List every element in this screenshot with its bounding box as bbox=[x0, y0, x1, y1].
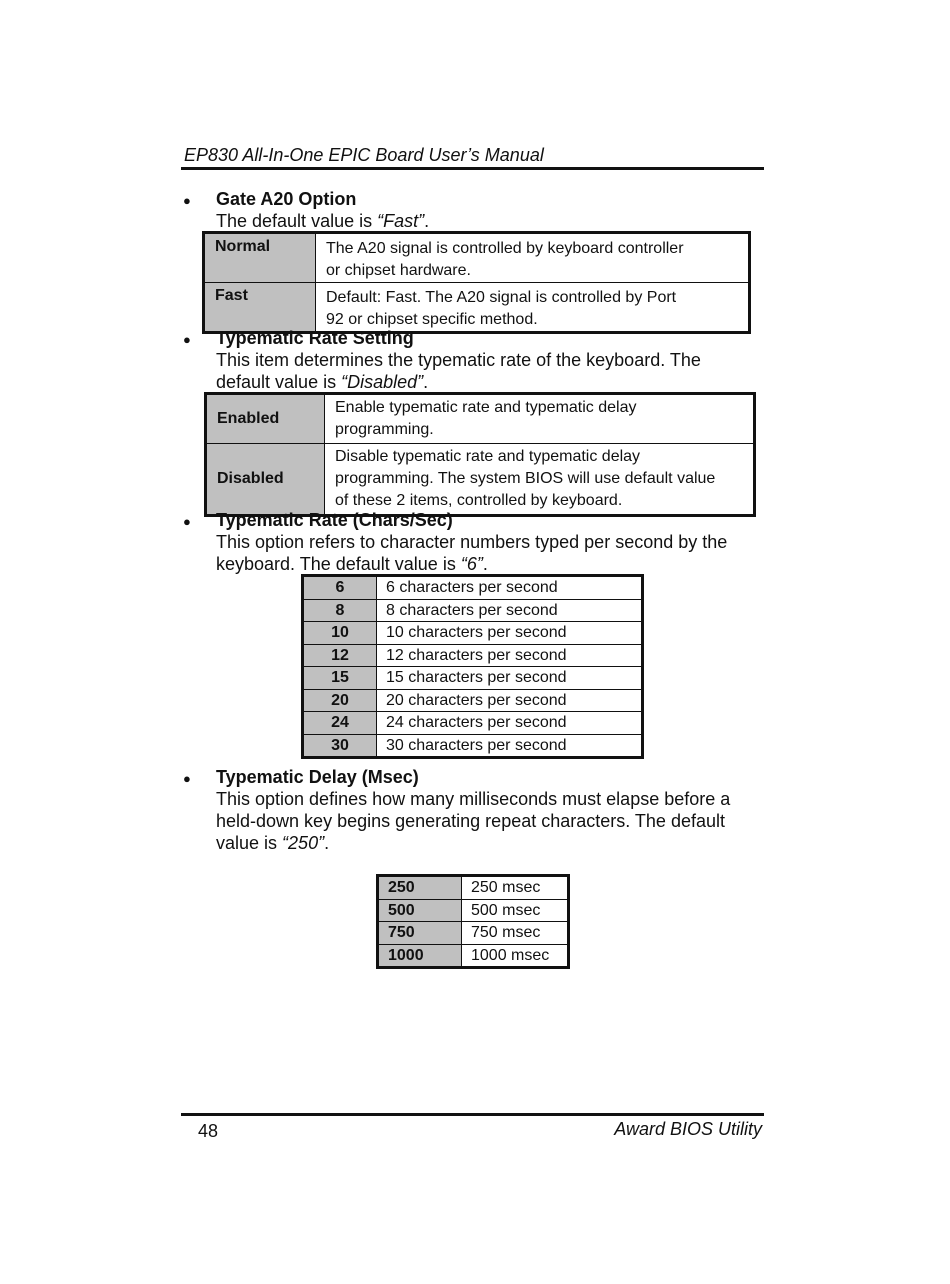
bullet-icon: ● bbox=[183, 771, 191, 786]
option-key: Fast bbox=[204, 283, 316, 333]
section-title-typematic-rate: Typematic Rate (Chars/Sec) bbox=[216, 510, 453, 530]
rate-value: 30 bbox=[303, 734, 377, 758]
page-number: 48 bbox=[198, 1121, 219, 1141]
table-row bbox=[303, 689, 643, 712]
bullet-icon: ● bbox=[183, 514, 191, 529]
delay-value: 1000 bbox=[378, 944, 462, 968]
rate-description: 15 characters per second bbox=[377, 667, 643, 690]
delay-description: 500 msec bbox=[462, 899, 569, 922]
section-default-typematic-rate-setting: default value is “Disabled”. bbox=[216, 372, 429, 392]
rate-value: 6 bbox=[303, 576, 377, 600]
section-title-gate-a20: Gate A20 Option bbox=[216, 189, 357, 209]
table-row bbox=[204, 283, 750, 333]
delay-description: 1000 msec bbox=[462, 944, 569, 968]
delay-description: 750 msec bbox=[462, 922, 569, 945]
table-row bbox=[303, 644, 643, 667]
option-description: Enable typematic rate and typematic delay programming. bbox=[325, 394, 755, 444]
rate-description: 24 characters per second bbox=[377, 712, 643, 735]
rate-value: 10 bbox=[303, 622, 377, 645]
option-description: The A20 signal is controlled by keyboard controller or chipset hardware. bbox=[316, 233, 750, 283]
rate-description: 20 characters per second bbox=[377, 689, 643, 712]
rate-value: 12 bbox=[303, 644, 377, 667]
section-default-gate-a20: The default value is “Fast”. bbox=[216, 211, 430, 231]
section-title-typematic-rate-setting: Typematic Rate Setting bbox=[216, 328, 414, 348]
footer-rule bbox=[181, 1113, 764, 1116]
rate-value: 20 bbox=[303, 689, 377, 712]
rate-value: 15 bbox=[303, 667, 377, 690]
rate-description: 30 characters per second bbox=[377, 734, 643, 758]
table-row bbox=[378, 899, 569, 922]
table-row bbox=[303, 622, 643, 645]
table-row bbox=[204, 233, 750, 283]
section-text-line: This option defines how many milliseconds must elapse before a bbox=[216, 789, 731, 809]
delay-value: 250 bbox=[378, 876, 462, 900]
rate-description: 10 characters per second bbox=[377, 622, 643, 645]
section-title-typematic-delay: Typematic Delay (Msec) bbox=[216, 767, 419, 787]
table-row bbox=[303, 712, 643, 735]
section-text-line: This option refers to character numbers typed per second by the bbox=[216, 532, 728, 552]
option-description: Default: Fast. The A20 signal is controlled by Port 92 or chipset specific method. bbox=[316, 283, 750, 333]
delay-value: 500 bbox=[378, 899, 462, 922]
gate-a20-options-table bbox=[202, 231, 751, 334]
table-row bbox=[206, 444, 755, 516]
section-text-line: This item determines the typematic rate of the keyboard. The bbox=[216, 350, 701, 370]
section-text-line: held-down key begins generating repeat characters. The default bbox=[216, 811, 725, 831]
table-row bbox=[303, 667, 643, 690]
table-row bbox=[303, 599, 643, 622]
option-description: Disable typematic rate and typematic delay programming. The system BIOS will use default value of these 2 items, controlled by keyboard. bbox=[325, 444, 755, 516]
delay-value: 750 bbox=[378, 922, 462, 945]
typematic-delay-table bbox=[376, 874, 570, 969]
typematic-rate-setting-table bbox=[204, 392, 756, 517]
section-default-typematic-rate: keyboard. The default value is “6”. bbox=[216, 554, 488, 574]
document-header-title: EP830 All-In-One EPIC Board User’s Manual bbox=[184, 145, 544, 165]
table-row bbox=[206, 394, 755, 444]
rate-description: 6 characters per second bbox=[377, 576, 643, 600]
table-row bbox=[303, 576, 643, 600]
delay-description: 250 msec bbox=[462, 876, 569, 900]
option-key: Normal bbox=[204, 233, 316, 283]
section-default-typematic-delay: value is “250”. bbox=[216, 833, 330, 853]
rate-description: 12 characters per second bbox=[377, 644, 643, 667]
rate-value: 8 bbox=[303, 599, 377, 622]
table-row bbox=[378, 922, 569, 945]
table-row bbox=[378, 944, 569, 968]
bullet-icon: ● bbox=[183, 332, 191, 347]
rate-value: 24 bbox=[303, 712, 377, 735]
table-row bbox=[303, 734, 643, 758]
rate-description: 8 characters per second bbox=[377, 599, 643, 622]
table-row bbox=[378, 876, 569, 900]
option-key: Disabled bbox=[206, 444, 325, 516]
footer-title: Award BIOS Utility bbox=[614, 1119, 762, 1139]
bullet-icon: ● bbox=[183, 193, 191, 208]
option-key: Enabled bbox=[206, 394, 325, 444]
header-rule bbox=[181, 167, 764, 170]
typematic-rate-table bbox=[301, 574, 644, 759]
